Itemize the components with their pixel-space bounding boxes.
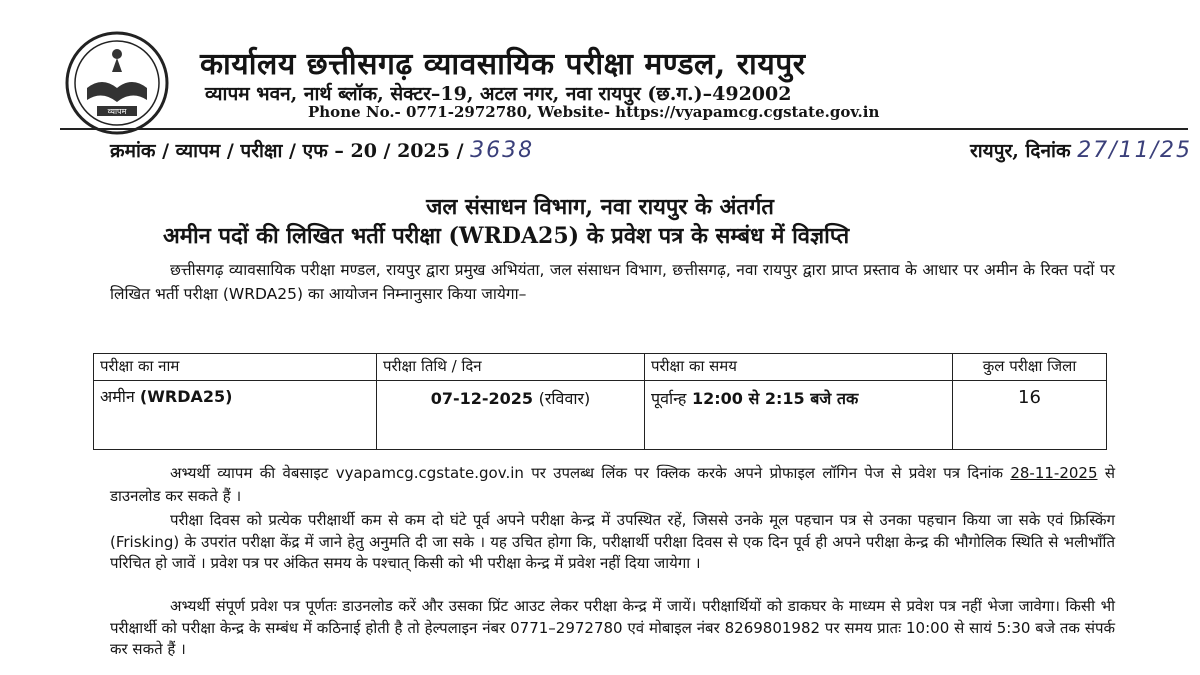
handwritten-date: 27/11/25	[1077, 138, 1192, 163]
office-title: कार्यालय छत्तीसगढ़ व्यावसायिक परीक्षा मण्डल, रायपुर	[200, 47, 806, 82]
table-row	[94, 381, 1107, 450]
reference-label: क्रमांक / व्यापम / परीक्षा / एफ – 20 / 2025 /	[110, 140, 464, 162]
exam-date-cell: 07-12-2025 (रविवार)	[377, 381, 645, 450]
notice-heading-line2: अमीन पदों की लिखित भर्ती परीक्षा (WRDA25) के प्रवेश पत्र के सम्बंध में विज्ञप्ति	[163, 223, 850, 249]
exam-schedule-table	[93, 353, 1107, 450]
download-paragraph: अभ्यर्थी व्यापम की वेबसाइट vyapamcg.cgstate.gov.in पर उपलब्ध लिंक पर क्लिक करके अपने प्रोफाइल लॉगिन पेज से प्रवेश पत्र दिनांक 28-11-2025 से डाउनलोड कर सकते हैं ।	[110, 464, 1115, 505]
reference-number	[110, 137, 534, 163]
vyapam-logo	[62, 28, 172, 138]
admit-card-paragraph: अभ्यर्थी संपूर्ण प्रवेश पत्र पूर्णतः डाउनलोड करें और उसका प्रिंट आउट लेकर परीक्षा केन्द्र में जायें। परीक्षार्थियों को डाकघर के माध्यम से प्रवेश पत्र नहीं भेजा जावेगा। किसी भी परीक्षार्थी को परीक्षा केन्द्र के सम्बंध में कठिनाई होती है तो हेल्पलाइन नंबर 0771–2972780 एवं मोबाइल नंबर 8269801982 पर समय प्रातः 10:00 से सायं 5:30 बजे तक संपर्क कर सकते हैं ।	[110, 597, 1115, 658]
table-header-row	[94, 354, 1107, 381]
table-header-districts: कुल परीक्षा जिला	[953, 354, 1107, 381]
reference-date	[970, 137, 1192, 163]
office-address: व्यापम भवन, नार्थ ब्लॉक, सेक्टर–19, अटल नगर, नवा रायपुर (छ.ग.)–492002	[205, 83, 792, 105]
districts-cell: 16	[953, 381, 1107, 450]
date-label: रायपुर, दिनांक	[969, 140, 1071, 162]
exam-name-cell: अमीन (WRDA25)	[94, 381, 377, 450]
reference-handwritten-number: 3638	[470, 138, 535, 163]
intro-paragraph: छत्तीसगढ़ व्यावसायिक परीक्षा मण्डल, रायपुर द्वारा प्रमुख अभियंता, जल संसाधन विभाग, छत्तीसगढ़, नवा रायपुर द्वारा प्राप्त प्रस्ताव के आधार पर अमीन के रिक्त पदों पर लिखित भर्ती परीक्षा (WRDA25) का आयोजन निम्नानुसार किया जायेगा–	[110, 261, 1115, 303]
table-header-exam-name: परीक्षा का नाम	[94, 354, 377, 381]
svg-text:व्यापम: व्यापम	[107, 107, 127, 116]
table-header-exam-date: परीक्षा तिथि / दिन	[377, 354, 645, 381]
header-divider	[60, 128, 1188, 130]
office-contact: Phone No.- 0771-2972780, Website- https://vyapamcg.cgstate.gov.in	[308, 103, 880, 121]
table-header-exam-time: परीक्षा का समय	[645, 354, 953, 381]
exam-time-cell: पूर्वान्ह 12:00 से 2:15 बजे तक	[645, 381, 953, 450]
download-date: 28-11-2025	[1010, 464, 1098, 482]
reporting-paragraph: परीक्षा दिवस को प्रत्येक परीक्षार्थी कम से कम दो घंटे पूर्व अपने परीक्षा केन्द्र में उपस्थित रहें, जिससे उनके मूल पहचान पत्र से उनका पहचान किया जा सके एवं फ्रिस्किंग (Frisking) के उपरांत परीक्षा केंद्र में जाने हेतु अनुमति दी जा सके । यह उचित होगा कि, परीक्षार्थी परीक्षा दिवस से एक दिन पूर्व ही अपने परीक्षा केन्द्र की भौगोलिक स्थिति से भलीभाँति परिचित हो जावें । प्रवेश पत्र पर अंकित समय के पश्चात् किसी को भी परीक्षा केन्द्र में प्रवेश नहीं दिया जायेगा ।	[110, 511, 1115, 572]
notice-heading-line1: जल संसाधन विभाग, नवा रायपुर के अंतर्गत	[426, 194, 774, 220]
